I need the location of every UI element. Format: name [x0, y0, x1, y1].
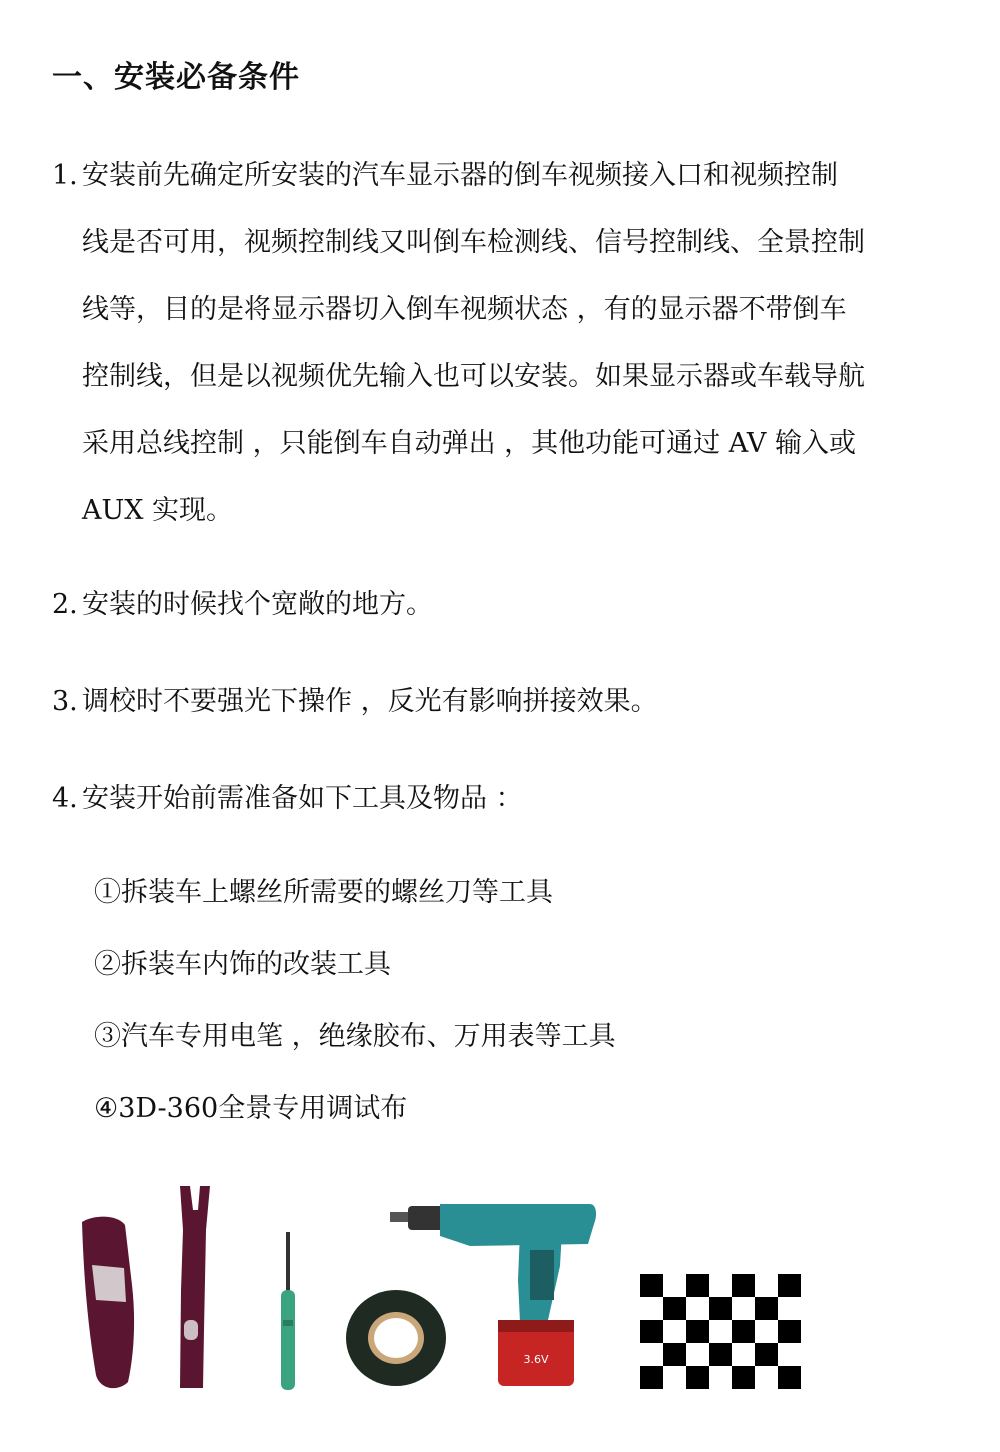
checker-square [686, 1366, 709, 1389]
tape-roll-image [346, 1290, 446, 1386]
item-line: 安装开始前需准备如下工具及物品 ： [82, 783, 523, 814]
list-item-3 [52, 668, 952, 735]
checker-square [778, 1320, 801, 1343]
tool-list-item: ②拆装车内饰的改装工具 [94, 949, 391, 980]
item-line: AUX 实现。 [82, 495, 234, 526]
item-line: 线等，目的是将显示器切入倒车视频状态 ，有的显示器不带倒车 [82, 294, 847, 325]
checker-square [640, 1320, 663, 1343]
pry-tool-image [82, 1217, 134, 1389]
item-line: 采用总线控制 ，只能倒车自动弹出 ，其他功能可通过 AV 输入或 [82, 428, 856, 459]
item-line: 调校时不要强光下操作 ，反光有影响拼接效果。 [82, 686, 658, 717]
checker-square [755, 1297, 778, 1320]
tool-list-item: ④3D-360全景专用调试布 [94, 1093, 408, 1124]
tool-list [94, 857, 616, 1145]
checker-square [640, 1366, 663, 1389]
checker-square [709, 1297, 732, 1320]
checker-square [709, 1343, 732, 1366]
checker-square [732, 1274, 755, 1297]
test-pen-image [281, 1232, 295, 1390]
calibration-cloth-image [640, 1274, 801, 1389]
checker-square [640, 1274, 663, 1297]
item-number: 3. [52, 686, 78, 717]
list-item-4 [52, 765, 952, 832]
tool-list-item: ①拆装车上螺丝所需要的螺丝刀等工具 [94, 877, 553, 908]
item-text [52, 142, 952, 544]
section-heading: 一、安装必备条件 [52, 60, 300, 95]
checker-square [686, 1274, 709, 1297]
item-text [52, 668, 952, 735]
checker-square [778, 1366, 801, 1389]
checker-square [732, 1366, 755, 1389]
checker-square [686, 1320, 709, 1343]
item-text [52, 571, 952, 638]
item-line: 安装的时候找个宽敞的地方。 [82, 589, 433, 620]
item-line: 线是否可用，视频控制线又叫倒车检测线、信号控制线、全景控制 [82, 227, 865, 258]
item-number: 4. [52, 783, 78, 814]
checker-square [663, 1343, 686, 1366]
item-line: 控制线，但是以视频优先输入也可以安装。如果显示器或车载导航 [82, 361, 865, 392]
trim-tool-image [180, 1186, 210, 1388]
tool-list-item: ③汽车专用电笔 ，绝缘胶布、万用表等工具 [94, 1021, 616, 1052]
checker-square [732, 1320, 755, 1343]
checker-square [778, 1274, 801, 1297]
list-item-2 [52, 571, 952, 638]
checker-square [755, 1343, 778, 1366]
item-line: 安装前先确定所安装的汽车显示器的倒车视频接入口和视频控制 [82, 160, 838, 191]
checker-square [663, 1297, 686, 1320]
tools-photo-row [0, 1170, 1000, 1410]
drill-battery-label: 3.6V [523, 1353, 549, 1366]
list-item-1 [52, 142, 952, 544]
item-number: 1. [52, 160, 78, 191]
item-number: 2. [52, 589, 78, 620]
item-text [52, 765, 952, 832]
